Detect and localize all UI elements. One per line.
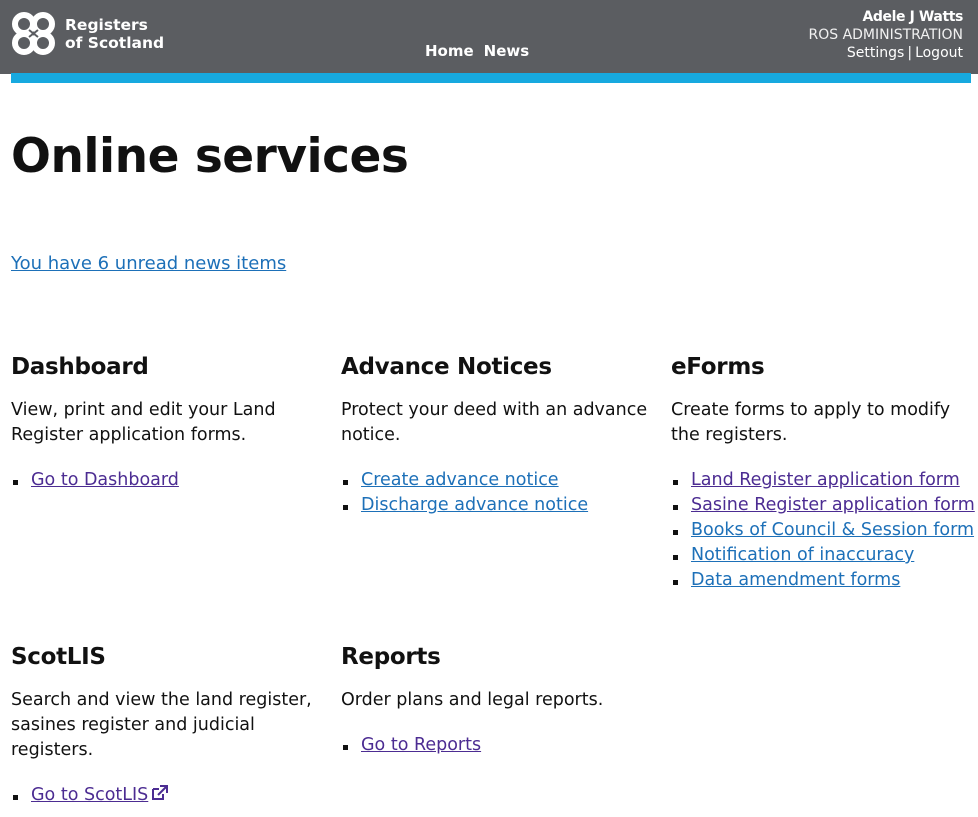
page-title: Online services <box>11 129 409 184</box>
nav-home[interactable]: Home <box>425 42 474 60</box>
dashboard-heading: Dashboard <box>11 354 149 380</box>
dashboard-description: View, print and edit your Land Register application forms. <box>11 400 276 445</box>
list-item <box>341 493 651 518</box>
reports-links <box>341 733 651 758</box>
land-register-form-link[interactable]: Land Register application form <box>691 470 960 490</box>
main-nav <box>425 42 529 60</box>
external-link-icon <box>151 785 169 801</box>
data-amendment-forms-link[interactable]: Data amendment forms <box>691 570 901 590</box>
list-item <box>671 568 978 593</box>
notification-of-inaccuracy-link[interactable]: Notification of inaccuracy <box>691 545 915 565</box>
books-of-council-form-link[interactable]: Books of Council & Session form <box>691 520 975 540</box>
go-to-reports-link[interactable]: Go to Reports <box>361 735 482 755</box>
site-logo[interactable] <box>10 10 164 57</box>
user-name: Adele J Watts <box>862 9 963 25</box>
eforms-links <box>671 468 978 593</box>
header-bar <box>0 0 978 74</box>
advance-notices-description: Protect your deed with an advance notice. <box>341 400 648 445</box>
settings-link[interactable]: Settings <box>846 45 905 61</box>
list-item <box>671 543 978 568</box>
logo-line-1: Registers <box>65 15 148 34</box>
reports-heading: Reports <box>341 644 441 670</box>
logo-line-2: of Scotland <box>65 33 165 52</box>
dashboard-card <box>11 352 321 493</box>
go-to-scotlis-link[interactable] <box>31 785 169 805</box>
go-to-dashboard-link[interactable]: Go to Dashboard <box>31 470 179 490</box>
dashboard-links <box>11 468 321 493</box>
reports-card <box>341 642 651 758</box>
advance-notices-heading: Advance Notices <box>341 354 552 380</box>
reports-description: Order plans and legal reports. <box>341 690 604 710</box>
logo-text <box>65 16 164 52</box>
sasine-register-form-link[interactable]: Sasine Register application form <box>691 495 975 515</box>
user-links-separator: | <box>907 45 913 61</box>
scotlis-links <box>11 783 321 808</box>
unread-news-link[interactable]: You have 6 unread news items <box>11 253 287 274</box>
list-item <box>11 468 321 493</box>
advance-notices-links <box>341 468 651 518</box>
nav-news[interactable]: News <box>483 42 530 60</box>
header-accent-stripe <box>11 73 971 83</box>
list-item <box>671 493 978 518</box>
scotlis-card <box>11 642 321 808</box>
create-advance-notice-link[interactable]: Create advance notice <box>361 470 559 490</box>
eforms-card <box>671 352 978 593</box>
user-role: ROS ADMINISTRATION <box>808 27 963 43</box>
go-to-scotlis-label: Go to ScotLIS <box>31 785 149 805</box>
logout-link[interactable]: Logout <box>915 45 963 61</box>
scotlis-description: Search and view the land register, sasines register and judicial registers. <box>11 690 312 760</box>
eforms-heading: eForms <box>671 354 765 380</box>
ros-knot-icon <box>10 10 57 57</box>
eforms-description: Create forms to apply to modify the registers. <box>671 400 951 445</box>
list-item <box>341 733 651 758</box>
advance-notices-card <box>341 352 651 518</box>
list-item <box>341 468 651 493</box>
list-item <box>671 518 978 543</box>
list-item <box>671 468 978 493</box>
list-item <box>11 783 321 808</box>
scotlis-heading: ScotLIS <box>11 644 106 670</box>
discharge-advance-notice-link[interactable]: Discharge advance notice <box>361 495 589 515</box>
user-box <box>808 8 963 62</box>
